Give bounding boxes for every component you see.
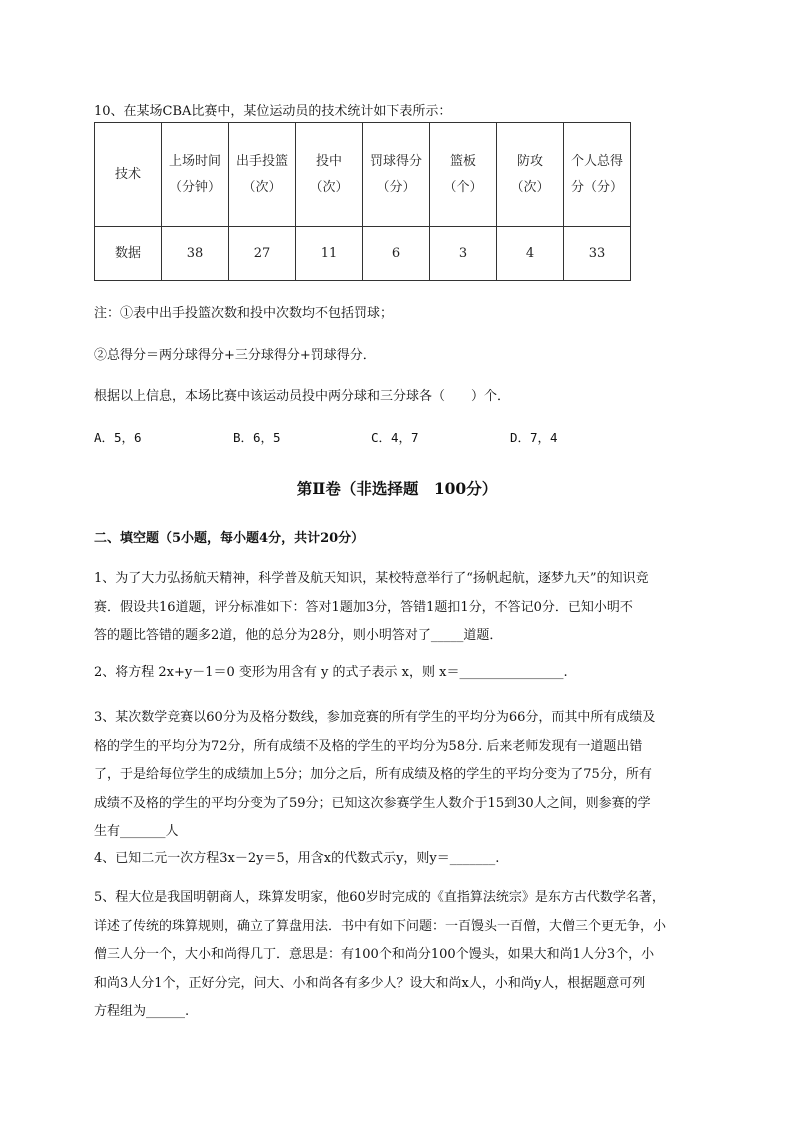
table-cell: 38 [162, 227, 229, 281]
question-line: 5、程大位是我国明朝商人，珠算发明家，他60岁时完成的《直指算法统宗》是东方古代数学名著， [94, 890, 665, 905]
question-10-prompt: 根据以上信息，本场比赛中该运动员投中两分球和三分球各（ ）个． [94, 389, 511, 404]
table-cell: 33 [564, 227, 631, 281]
table-header-cell: 防攻（次） [497, 123, 564, 227]
table-cell: 数据 [95, 227, 162, 281]
option-b: B．6，5 [233, 430, 281, 445]
fill-blank-question-2 [94, 659, 714, 688]
table-header-row [95, 123, 631, 227]
fill-blank-question-3 [94, 704, 714, 847]
question-line: 格的学生的平均分为72分，所有成绩不及格的学生的平均分为58分. 后来老师发现有一道题出错 [94, 738, 643, 754]
question-line: 了，于是给每位学生的成绩加上5分；加分之后，所有成绩及格的学生的平均分变为了75分，所有 [94, 767, 652, 782]
table-cell: 6 [363, 227, 430, 281]
table-header-cell: 罚球得分（分） [363, 123, 430, 227]
table-note-1: 注：①表中出手投篮次数和投中次数均不包括罚球； [94, 306, 394, 321]
section-title: 第Ⅱ卷（非选择题 100分） [296, 479, 498, 498]
question-line: 答的题比答错的题多2道，他的总分为28分，则小明答对了_____道题． [94, 628, 503, 643]
table-cell: 4 [497, 227, 564, 281]
table-header-cell: 个人总得分（分） [564, 123, 631, 227]
table-header-cell: 篮板（个） [430, 123, 497, 227]
question-line: 和尚3人分1个，正好分完，问大、小和尚各有多少人？设大和尚x人，小和尚y人，根据题意可列 [94, 975, 646, 991]
table-header-cell: 出手投篮（次） [229, 123, 296, 227]
question-line: 赛．假设共16道题，评分标准如下：答对1题加3分，答错1题扣1分，不答记0分．已知小明不 [94, 599, 633, 615]
option-c: C．4，7 [371, 430, 419, 445]
question-line: 生有_______人 [94, 824, 179, 839]
table-header-cell: 上场时间（分钟） [162, 123, 229, 227]
table-cell: 27 [229, 227, 296, 281]
option-a: A．5，6 [94, 430, 142, 445]
question-line: 4、已知二元一次方程3x－2y＝5，用含x的代数式示y，则y＝_______. [94, 851, 500, 866]
table-cell: 11 [296, 227, 363, 281]
stats-table [94, 122, 631, 281]
question-line: 详述了传统的珠算规则，确立了算盘用法．书中有如下问题：一百馒头一百僧，大僧三个更无争，小 [94, 918, 667, 934]
table-note-2: ②总得分＝两分球得分+三分球得分+罚球得分． [94, 348, 376, 363]
question-10-title: 10、在某场CBA比赛中，某位运动员的技术统计如下表所示： [94, 104, 452, 119]
fill-blank-question-5 [94, 884, 714, 1027]
question-line: 成绩不及格的学生的平均分变为了59分；已知这次参赛学生人数介于15到30人之间，则参赛的学 [94, 795, 651, 811]
question-line: 僧三人分一个，大小和尚得几丁．意思是：有100个和尚分100个馒头，如果大和尚1人分3个，小 [94, 947, 655, 962]
question-line: 方程组为______. [94, 1004, 190, 1019]
option-d: D．7，4 [510, 430, 558, 445]
question-line: 3、某次数学竞赛以60分为及格分数线，参加竞赛的所有学生的平均分为66分，而其中所有成绩及 [94, 710, 656, 725]
fill-blank-question-1 [94, 565, 714, 651]
table-row [95, 227, 631, 281]
question-line: 1、为了大力弘扬航天精神，科学普及航天知识，某校特意举行了“扬帆起航，逐梦九天”的知识竞 [94, 571, 649, 586]
table-cell: 3 [430, 227, 497, 281]
fill-blank-question-4 [94, 845, 714, 874]
table-header-cell: 投中（次） [296, 123, 363, 227]
part-heading: 二、填空题（5小题，每小题4分，共计20分） [94, 531, 365, 546]
question-line: 2、将方程 2x+y－1＝0 变形为用含有 y 的式子表示 x，则 x＝________________. [94, 665, 568, 680]
table-header-cell: 技术 [95, 123, 162, 227]
